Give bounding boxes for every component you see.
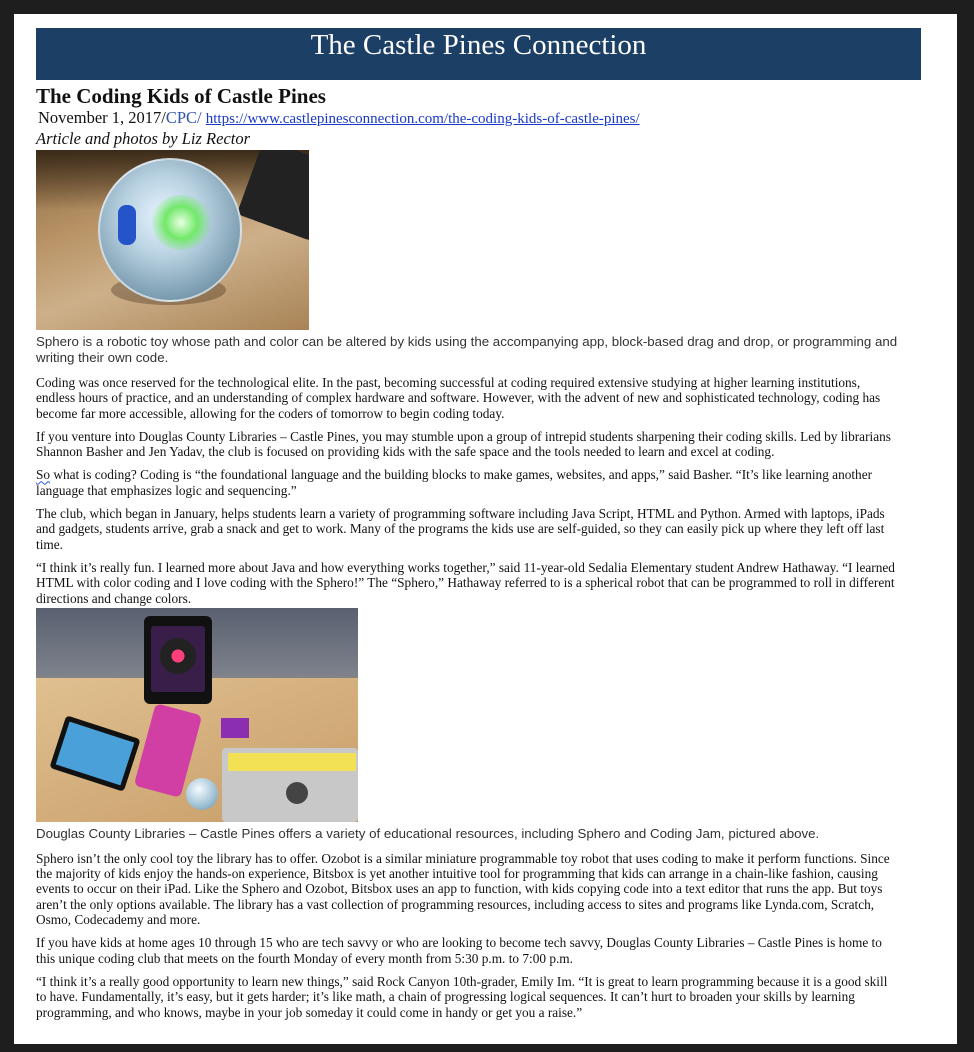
article-url-link[interactable]: https://www.castlepinesconnection.com/the-coding-kids-of-castle-pines/ [205,111,640,127]
paragraph-5: “I think it’s really fun. I learned more about Java and how everything works together,” said 11-year-old Sedalia Elementary student Andrew Hathaway. “I learned HTML with color coding and I love coding with the Sphero!” The “Sphero,” Hathaway referred to is a spherical robot that can be programmed to roll in different directions and change colors. [36,559,895,606]
paragraph-6: Sphero isn’t the only cool toy the library has to offer. Ozobot is a similar miniature programmable toy robot that uses coding to make it perform functions. Since the majority of kids enjoy the hands-on experience, Bitsbox is yet another intuitive tool for programming that kids can arrange in a chain-like fashion, causing events to occur on their iPad. Like the Sphero and Ozobot, Bitsbox uses an app to function, with kids copying code into a text editor that runs the app. But toys aren’t the only options available. The library has a vast collection of programming resources, including access to sites and programs like Lynda.com, Scratch, Osmo, Codecademy and more. [36,850,890,928]
article-body [36,84,898,1028]
paragraph-1: Coding was once reserved for the technological elite. In the past, becoming successful at coding required extensive studying at higher learning institutions, endless hours of practice, and an understanding of complex hardware and software. However, with the advent of new and sophisticated technology, coding has become far more accessible, allowing for the coders of tomorrow to begin coding today. [36,375,881,421]
document-page [14,14,957,1044]
dateline [38,108,898,129]
article-headline: The Coding Kids of Castle Pines [36,84,326,108]
paragraph-3-text: what is coding? Coding is “the foundational language and the building blocks to make games, websites, and apps,” said Basher. “It’s like learning another language that emphasizes logic and sequencing.” [36,467,873,498]
paragraph-3 [36,467,898,498]
paragraph-7: If you have kids at home ages 10 through 15 who are tech savvy or who are looking to become tech savvy, Douglas County Libraries – Castle Pines is home to this unique coding club that meets on the fourth Monday of every month from 5:30 p.m. to 7:00 p.m. [36,935,882,966]
paragraph-4: The club, which began in January, helps students learn a variety of programming software including Java Script, HTML and Python. Armed with laptops, iPads and gadgets, students arrive, grab a snack and get to work. Many of the programs the kids use are self-guided, so they can easily pick up where they left off last time. [36,506,885,552]
library-photo-caption: Douglas County Libraries – Castle Pines offers a variety of educational resources, including Sphero and Coding Jam, pictured above. [36,825,820,841]
article-source: CPC/ [165,108,202,127]
sphero-photo [36,150,309,330]
article-date: November 1, 2017/ [38,108,166,127]
masthead-title: The Castle Pines Connection [310,29,647,61]
library-resources-photo [36,608,358,822]
spellcheck-word: So [36,467,51,483]
byline: Article and photos by Liz Rector [36,129,251,148]
paragraph-2: If you venture into Douglas County Libraries – Castle Pines, you may stumble upon a group of intrepid students sharpening their coding skills. Led by librarians Shannon Basher and Jen Yadav, the club is focused on providing kids with the safe space and the tools needed to learn and excel at coding. [36,428,891,460]
masthead-banner [36,28,921,80]
paragraph-8: “I think it’s a really good opportunity to learn new things,” said Rock Canyon 10th-grader, Emily Im. “It is great to learn programming because it is a good skill to have. Fundamentally, it’s easy, but it gets harder; it’s like math, a chain of progressing logical sequences. It can’t hurt to broaden your skills by learning programming, and who knows, maybe in your job someday it could come in handy or get you a raise.” [36,973,888,1020]
sphero-photo-caption: Sphero is a robotic toy whose path and color can be altered by kids using the accompanying app, block-based drag and drop, or programming and writing their own code. [36,334,898,365]
